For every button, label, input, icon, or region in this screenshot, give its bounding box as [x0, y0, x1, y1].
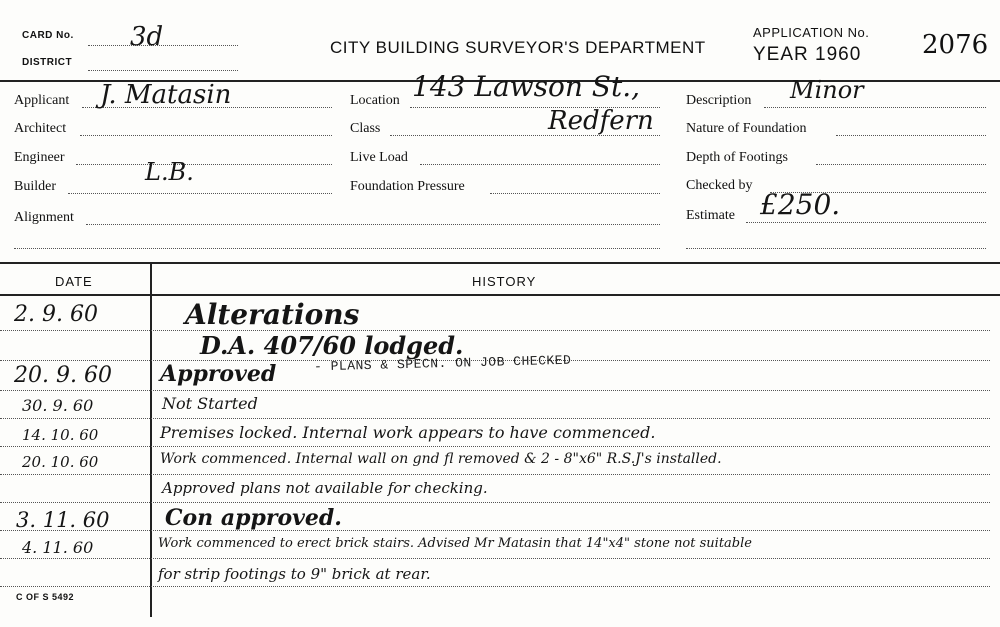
department-title: CITY BUILDING SURVEYOR'S DEPARTMENT — [330, 38, 706, 57]
history-entry: for strip footings to 9" brick at rear. — [158, 565, 431, 583]
row-rule — [0, 530, 990, 531]
alignment-label: Alignment — [14, 210, 74, 225]
architect-label: Architect — [14, 121, 67, 136]
location-value-2: Redfern — [548, 106, 654, 136]
form-code: C OF S 5492 — [16, 592, 75, 602]
estimate-dotted-line-2 — [686, 248, 986, 249]
location-value: 143 Lawson St., — [412, 70, 640, 103]
row-rule — [0, 446, 990, 447]
history-date: 3. 11. 60 — [16, 508, 110, 532]
engineer-label: Engineer — [14, 150, 65, 165]
alignment-dotted-line — [86, 224, 660, 225]
nature-of-foundation-label: Nature of Foundation — [686, 121, 807, 136]
description-label: Description — [686, 93, 752, 108]
history-entry: Alterations — [185, 298, 360, 331]
history-date: 2. 9. 60 — [14, 302, 98, 327]
estimate-value: £250. — [760, 188, 841, 221]
application-number: 2076 — [922, 30, 989, 60]
history-date: 14. 10. 60 — [22, 426, 99, 444]
card-no-label: CARD No. — [22, 30, 74, 41]
row-rule — [0, 390, 990, 391]
history-date: 20. 10. 60 — [22, 453, 99, 471]
class-label: Class — [350, 121, 381, 136]
history-entry: Con approved. — [165, 505, 342, 531]
year-label: YEAR 1960 — [753, 44, 862, 65]
builder-value: L.B. — [145, 158, 194, 186]
history-entry: Premises locked. Internal work appears to have commenced. — [160, 423, 656, 442]
district-label: DISTRICT — [22, 57, 73, 68]
history-entry: Work commenced. Internal wall on gnd fl removed & 2 - 8"x6" R.S.J's installed. — [160, 451, 722, 467]
live-load-dotted-line — [420, 164, 660, 165]
row-rule — [0, 502, 990, 503]
estimate-label: Estimate — [686, 208, 735, 223]
date-column-divider — [150, 262, 152, 617]
district-dotted-line — [88, 70, 238, 71]
description-dotted-line — [764, 107, 986, 108]
checked-by-label: Checked by — [686, 178, 753, 193]
row-rule — [0, 558, 990, 559]
row-rule — [0, 418, 990, 419]
history-entry: Approved plans not available for checking. — [162, 479, 488, 497]
depth-of-footings-dotted-line — [816, 164, 986, 165]
history-date: 30. 9. 60 — [22, 396, 94, 415]
location-label: Location — [350, 93, 400, 108]
approval-stamp: - PLANS & SPECN. ON JOB CHECKED — [313, 352, 572, 375]
history-entry: D.A. 407/60 lodged. — [200, 331, 464, 360]
history-entry: Approved — [160, 361, 277, 387]
architect-dotted-line — [80, 135, 332, 136]
applicant-label: Applicant — [14, 93, 70, 108]
estimate-dotted-line — [746, 222, 986, 223]
date-header: DATE — [55, 274, 93, 289]
depth-of-footings-label: Depth of Footings — [686, 150, 788, 165]
row-rule — [0, 330, 990, 331]
builder-dotted-line — [68, 193, 332, 194]
history-header: HISTORY — [472, 274, 537, 289]
row-rule — [0, 474, 990, 475]
application-no-label: APPLICATION No. — [753, 25, 870, 40]
history-entry: Work commenced to erect brick stairs. Advised Mr Matasin that 14"x4" stone not suitable — [158, 536, 752, 551]
history-entry: Not Started — [162, 394, 258, 413]
row-rule — [0, 586, 990, 587]
alignment-dotted-line-2 — [14, 248, 660, 249]
applicant-value: J. Matasin — [100, 80, 232, 110]
nature-of-foundation-dotted-line — [836, 135, 986, 136]
builder-label: Builder — [14, 179, 56, 194]
history-date: 20. 9. 60 — [14, 363, 112, 388]
engineer-dotted-line — [76, 164, 332, 165]
description-value: Minor — [790, 76, 864, 104]
card-no-value: 3d — [130, 22, 164, 52]
foundation-pressure-label: Foundation Pressure — [350, 179, 465, 194]
live-load-label: Live Load — [350, 150, 408, 165]
history-date: 4. 11. 60 — [22, 538, 94, 557]
foundation-pressure-dotted-line — [490, 193, 660, 194]
